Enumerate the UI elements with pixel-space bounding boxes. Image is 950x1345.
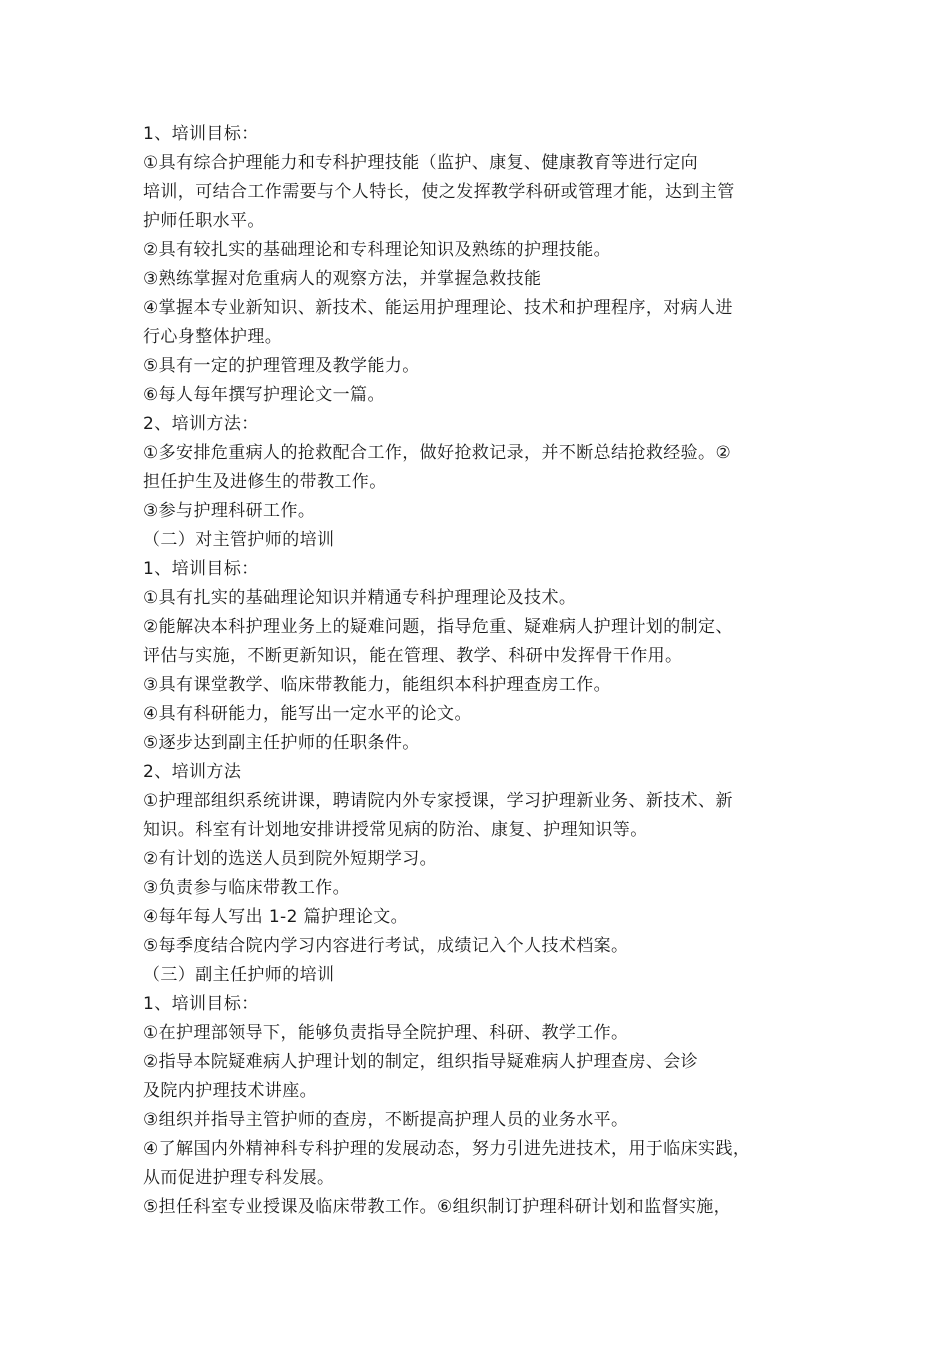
text-line: ②有计划的选送人员到院外短期学习。: [143, 849, 438, 869]
subsection-title: （二）对主管护师的培训: [143, 530, 335, 550]
text-line: ④掌握本专业新知识、新技术、能运用护理理论、技术和护理程序，对病人进: [143, 298, 733, 318]
text-line: ①多安排危重病人的抢救配合工作，做好抢救记录，并不断总结抢救经验。②: [143, 443, 732, 463]
text-line: ③具有课堂教学、临床带教能力，能组织本科护理查房工作。: [143, 675, 612, 695]
text-line: ④了解国内外精神科专科护理的发展动态，努力引进先进技术，用于临床实践，: [143, 1139, 751, 1159]
section-heading: 1、培训目标：: [143, 124, 259, 144]
text-line: ①具有扎实的基础理论知识并精通专科护理理论及技术。: [143, 588, 577, 608]
document-body: [143, 120, 815, 1222]
text-line: ②具有较扎实的基础理论和专科理论知识及熟练的护理技能。: [143, 240, 612, 260]
text-line: ①具有综合护理能力和专科护理技能（监护、康复、健康教育等进行定向: [143, 153, 699, 173]
text-line: ③熟练掌握对危重病人的观察方法，并掌握急救技能: [143, 269, 542, 289]
text-line: ⑤担任科室专业授课及临床带教工作。⑥组织制订护理科研计划和监督实施，: [143, 1197, 732, 1217]
section-heading: 2、培训方法: [143, 762, 242, 782]
text-line: 护师任职水平。: [143, 211, 265, 231]
text-line: ①护理部组织系统讲课，聘请院内外专家授课，学习护理新业务、新技术、新: [143, 791, 733, 811]
text-line: 知识。科室有计划地安排讲授常见病的防治、康复、护理知识等。: [143, 820, 648, 840]
section-heading: 1、培训目标：: [143, 994, 259, 1014]
text-line: 行心身整体护理。: [143, 327, 283, 347]
text-line: 及院内护理技术讲座。: [143, 1081, 317, 1101]
section-heading: 2、培训方法：: [143, 414, 259, 434]
text-line: 评估与实施，不断更新知识，能在管理、教学、科研中发挥骨干作用。: [143, 646, 683, 666]
subsection-title: （三）副主任护师的培训: [143, 965, 335, 985]
text-line: ⑤每季度结合院内学习内容进行考试，成绩记入个人技术档案。: [143, 936, 629, 956]
text-line: ③组织并指导主管护师的查房，不断提高护理人员的业务水平。: [143, 1110, 629, 1130]
text-line: ④每年每人写出 1-2 篇护理论文。: [143, 907, 409, 927]
text-line: ③参与护理科研工作。: [143, 501, 316, 521]
text-line: ②指导本院疑难病人护理计划的制定，组织指导疑难病人护理查房、会诊: [143, 1052, 699, 1072]
text-line: ②能解决本科护理业务上的疑难问题，指导危重、疑难病人护理计划的制定、: [143, 617, 733, 637]
text-line: 从而促进护理专科发展。: [143, 1168, 335, 1188]
text-line: ③负责参与临床带教工作。: [143, 878, 351, 898]
text-line: ⑤逐步达到副主任护师的任职条件。: [143, 733, 420, 753]
text-line: 担任护生及进修生的带教工作。: [143, 472, 387, 492]
text-line: ④具有科研能力，能写出一定水平的论文。: [143, 704, 472, 724]
text-line: ⑤具有一定的护理管理及教学能力。: [143, 356, 420, 376]
section-heading: 1、培训目标：: [143, 559, 259, 579]
text-line: 培训，可结合工作需要与个人特长，使之发挥教学科研或管理才能，达到主管: [143, 182, 735, 202]
text-line: ⑥每人每年撰写护理论文一篇。: [143, 385, 385, 405]
text-line: ①在护理部领导下，能够负责指导全院护理、科研、教学工作。: [143, 1023, 629, 1043]
